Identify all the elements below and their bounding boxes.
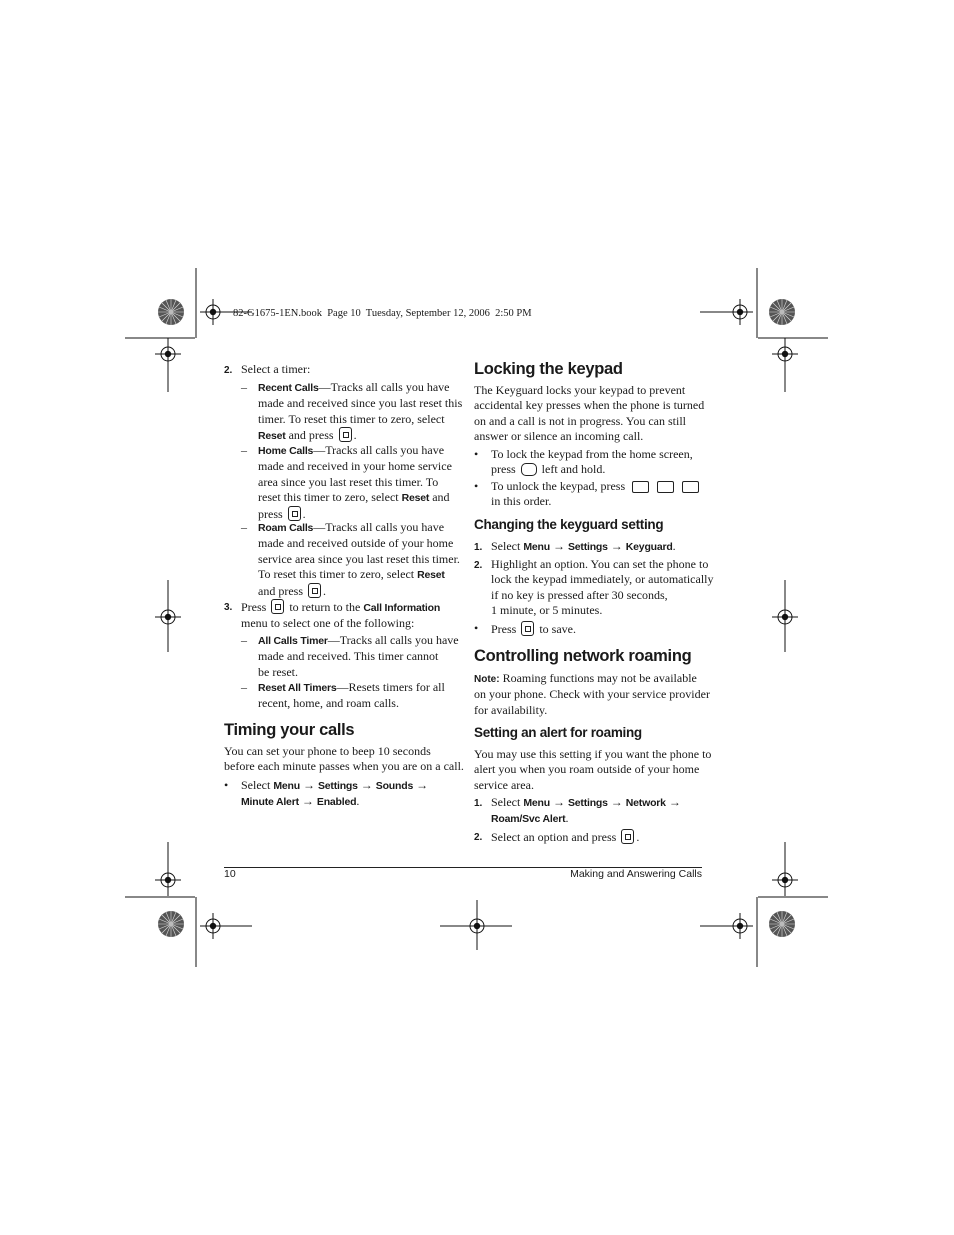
text: service area since you last reset this timer.	[258, 551, 460, 566]
step-number: 2.	[474, 832, 483, 843]
text: answer or silence an incoming call.	[474, 428, 644, 443]
text: if no key is pressed after 30 seconds,	[491, 587, 668, 602]
all-calls-timer-item	[241, 633, 481, 680]
text: in this order.	[491, 494, 552, 509]
text: Select	[491, 795, 524, 809]
text: The Keyguard locks your keypad to prevent	[474, 383, 686, 397]
text: and	[429, 489, 450, 504]
step-number: 3.	[224, 602, 233, 613]
text: made and received outside of your home	[258, 536, 454, 551]
text: on and a call is not in progress. You can still	[474, 413, 686, 428]
dash: –	[241, 680, 247, 694]
ok-key-icon	[339, 427, 352, 442]
text: menu to select one of the following:	[241, 616, 415, 631]
text: recent, home, and roam calls.	[258, 696, 399, 711]
step-text: Select a timer:	[241, 362, 311, 376]
text: left and hold.	[538, 462, 606, 477]
text: Roaming functions may not be available	[502, 671, 697, 685]
locking-heading: Locking the keypad	[474, 360, 623, 378]
arrow: →	[610, 539, 623, 553]
text: .	[323, 584, 326, 599]
dash: –	[241, 520, 247, 534]
alert-step-2	[474, 829, 640, 845]
ok-key-icon	[308, 583, 321, 598]
text: on your phone. Check with your service provider	[474, 687, 710, 702]
keyguard-heading: Changing the keyguard setting	[474, 517, 664, 532]
ok-key-icon	[621, 829, 634, 844]
step-number: 2.	[224, 365, 233, 376]
text: Press	[491, 622, 520, 636]
dash: –	[241, 380, 247, 394]
locking-paragraph	[474, 383, 704, 444]
arrow: →	[416, 778, 429, 792]
bullet: •	[474, 621, 479, 635]
text: lock the keypad immediately, or automatically	[491, 572, 714, 587]
text: area since you last reset this timer. To	[258, 474, 439, 489]
print-slug: 82-G1675-1EN.book Page 10 Tuesday, September 12, 2006 2:50 PM	[233, 308, 532, 319]
home-calls-item	[241, 443, 481, 522]
text: Select	[241, 778, 274, 792]
recent-calls-item	[241, 380, 481, 444]
keyguard-bullet	[474, 621, 576, 636]
alert-step-1: 1. Select Menu → Settings → Network → Roam/Svc Alert.	[474, 795, 681, 826]
bullet: •	[474, 479, 479, 493]
ok-key-icon	[288, 506, 301, 521]
arrow: →	[610, 795, 623, 809]
step-number: 1.	[474, 798, 483, 809]
call-information-label: Call Information	[363, 602, 441, 614]
text: To reset this timer to zero, select	[258, 566, 418, 581]
roam-calls-label: Roam Calls	[258, 522, 314, 534]
step-number: 2.	[474, 560, 483, 571]
settings-label: Settings	[567, 541, 608, 553]
step-number: 1.	[474, 542, 483, 553]
alert-paragraph	[474, 747, 711, 793]
text: —Tracks all calls you have	[313, 443, 445, 457]
roaming-note	[474, 671, 710, 718]
arrow: →	[668, 795, 681, 809]
text: To lock the keypad from the home screen,	[491, 447, 693, 461]
text: alert you when you roam outside of your home	[474, 762, 700, 777]
roaming-heading: Controlling network roaming	[474, 647, 692, 665]
unlock-bullet	[474, 479, 629, 509]
text: You can set your phone to beep 10 seconds	[224, 744, 431, 758]
text: Highlight an option. You can set the phone to	[491, 557, 709, 571]
arrow: →	[301, 794, 314, 809]
reset-label: Reset	[258, 429, 286, 442]
bullet: •	[224, 778, 229, 792]
text: press	[258, 507, 286, 522]
arrow: →	[302, 778, 315, 792]
text: press	[491, 462, 519, 477]
all-calls-timer-label: All Calls Timer	[258, 635, 328, 647]
settings-label: Settings	[317, 780, 358, 792]
text: Press	[241, 600, 270, 614]
dash: –	[241, 633, 247, 647]
text: made and received since you last reset this	[258, 396, 463, 411]
text: for availability.	[474, 702, 548, 717]
text: to return to the	[286, 600, 364, 614]
recent-calls-label: Recent Calls	[258, 382, 319, 394]
text: To unlock the keypad, press	[491, 479, 629, 493]
bullet: •	[474, 447, 479, 461]
menu-label: Menu	[273, 780, 300, 792]
dash: –	[241, 443, 247, 457]
keyguard-label: Keyguard	[625, 541, 673, 553]
key-1-icon	[632, 481, 649, 493]
text: reset this timer to zero, select	[258, 489, 402, 504]
reset-all-timers-label: Reset All Timers	[258, 682, 337, 694]
text: Select	[491, 539, 524, 553]
text: service area.	[474, 777, 534, 792]
text: to save.	[536, 622, 576, 636]
key-2-icon	[657, 481, 674, 493]
text: .	[356, 794, 360, 809]
text: before each minute passes when you are on a call.	[224, 759, 464, 774]
text: —Tracks all calls you have	[327, 633, 459, 647]
keyguard-step-1: 1. Select Menu → Settings → Keyguard.	[474, 539, 676, 553]
network-label: Network	[625, 797, 666, 809]
section-name: Making and Answering Calls	[570, 868, 702, 880]
keyguard-step-2	[474, 557, 714, 617]
note-label: Note:	[474, 674, 500, 685]
home-calls-label: Home Calls	[258, 445, 314, 457]
enabled-label: Enabled	[316, 796, 357, 809]
lock-bullet	[474, 447, 693, 477]
text: made and received. This timer cannot	[258, 649, 439, 664]
text: accidental key presses when the phone is turned	[474, 398, 705, 413]
text: Select an option and press	[491, 830, 620, 844]
text: be reset.	[258, 664, 298, 679]
roam-svc-alert-label: Roam/Svc Alert	[491, 813, 566, 826]
menu-label: Menu	[523, 541, 550, 553]
back-key-icon	[271, 599, 284, 614]
timing-heading: Timing your calls	[224, 721, 355, 739]
timing-bullet	[224, 778, 429, 809]
navigation-key-icon	[521, 463, 537, 476]
timing-paragraph	[224, 744, 464, 775]
text: —Tracks all calls you have	[318, 380, 450, 394]
text: and press	[258, 584, 306, 599]
text: You may use this setting if you want the phone to	[474, 747, 712, 761]
page-number: 10	[224, 868, 236, 880]
reset-label: Reset	[417, 568, 445, 581]
arrow: →	[552, 539, 565, 553]
alert-heading: Setting an alert for roaming	[474, 725, 642, 740]
sounds-label: Sounds	[375, 780, 414, 792]
text: —Tracks all calls you have	[313, 520, 445, 534]
text: made and received in your home service	[258, 459, 452, 474]
menu-label: Menu	[523, 797, 550, 809]
ok-key-icon	[521, 621, 534, 636]
reset-label: Reset	[401, 491, 430, 504]
text: and press	[285, 427, 337, 442]
text: .	[353, 427, 357, 442]
step-3	[224, 599, 474, 631]
reset-all-timers-item	[241, 680, 481, 712]
text: 1 minute, or 5 minutes.	[491, 602, 603, 617]
step-2	[224, 362, 311, 378]
arrow: →	[360, 778, 373, 792]
text: —Resets timers for all	[336, 680, 445, 694]
text: timer. To reset this timer to zero, select	[258, 411, 445, 426]
key-star-icon	[682, 481, 699, 493]
arrow: →	[552, 795, 565, 809]
text: .	[302, 507, 306, 522]
text: .	[636, 830, 640, 844]
settings-label: Settings	[567, 797, 608, 809]
minute-alert-label: Minute Alert	[241, 796, 299, 809]
